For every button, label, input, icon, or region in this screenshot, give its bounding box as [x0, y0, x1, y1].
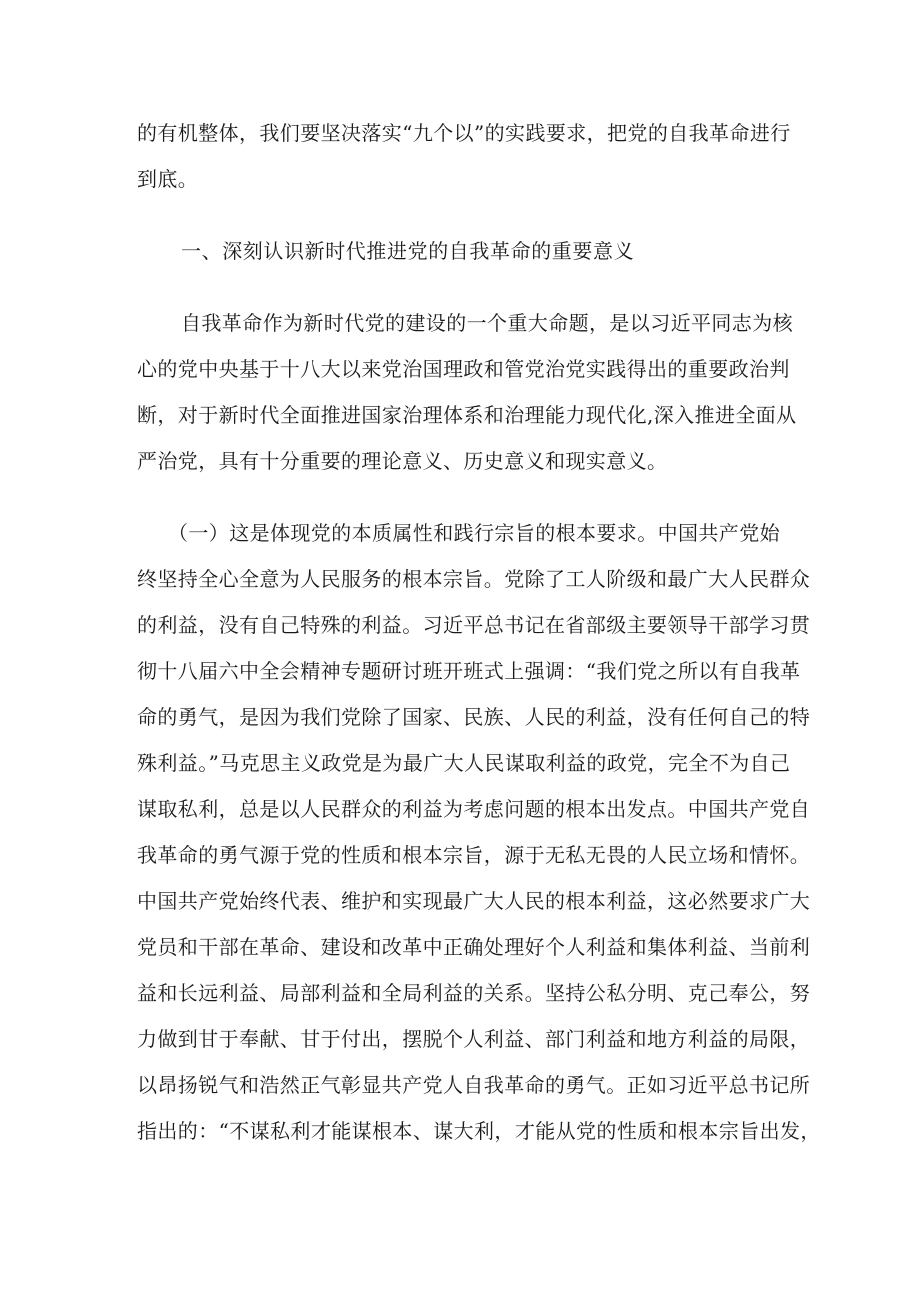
paragraph-line: 中国共产党始终代表、维护和实现最广大人民的根本利益，这必然要求广大	[137, 889, 811, 913]
paragraph-line: 命的勇气，是因为我们党除了国家、民族、人民的利益，没有任何自己的特	[137, 705, 811, 729]
subsection-heading-line: （一）这是体现党的本质属性和践行宗旨的根本要求。中国共产党始	[168, 521, 780, 545]
paragraph-line	[137, 1161, 797, 1193]
paragraph-line: 以昂扬锐气和浩然正气彰显共产党人自我革命的勇气。正如习近平总书记所	[137, 1073, 811, 1097]
paragraph-line: 的利益，没有自己特殊的利益。习近平总书记在省部级主要领导干部学习贯	[137, 613, 811, 637]
paragraph-line: 殊利益。”马克思主义政党是为最广大人民谋取利益的政党，完全不为自己	[137, 751, 791, 775]
paragraph-line: 心的党中央基于十八大以来党治国理政和管党治党实践得出的重要政治判	[137, 357, 790, 381]
paragraph-line: 终坚持全心全意为人民服务的根本宗旨。党除了工人阶级和最广大人民群众	[137, 567, 811, 591]
paragraph-line: 党员和干部在革命、建设和改革中正确处理好个人利益和集体利益、当前利	[137, 935, 811, 959]
paragraph-line: 指出的：“不谋私利才能谋根本、谋大利，才能从党的性质和根本宗旨出发，	[137, 1119, 821, 1143]
section-heading: 一、深刻认识新时代推进党的自我革命的重要意义	[181, 239, 635, 263]
paragraph-line: 彻十八届六中全会精神专题研讨班开班式上强调：“我们党之所以有自我革	[137, 659, 801, 683]
paragraph-line: 谋取私利，总是以人民群众的利益为考虑问题的根本出发点。中国共产党自	[137, 797, 811, 821]
paragraph-line: 到底。	[137, 167, 199, 191]
paragraph-line: 严治党，具有十分重要的理论意义、历史意义和现实意义。	[137, 449, 668, 473]
paragraph-line: 的有机整体，我们要坚决落实“九个以”的实践要求，把党的自我革命进行	[137, 121, 791, 145]
paragraph-line: 力做到甘于奉献、甘于付出，摆脱个人利益、部门利益和地方利益的局限，	[137, 1027, 811, 1051]
paragraph-line: 自我革命作为新时代党的建设的一个重大命题，是以习近平同志为核	[181, 311, 793, 335]
paragraph-line: 我革命的勇气源于党的性质和根本宗旨，源于无私无畏的人民立场和情怀。	[137, 843, 811, 867]
paragraph-line: 益和长远利益、局部利益和全局利益的关系。坚持公私分明、克己奉公，努	[137, 981, 811, 1005]
paragraph-line: 断，对于新时代全面推进国家治理体系和治理能力现代化,深入推进全面从	[137, 403, 797, 427]
